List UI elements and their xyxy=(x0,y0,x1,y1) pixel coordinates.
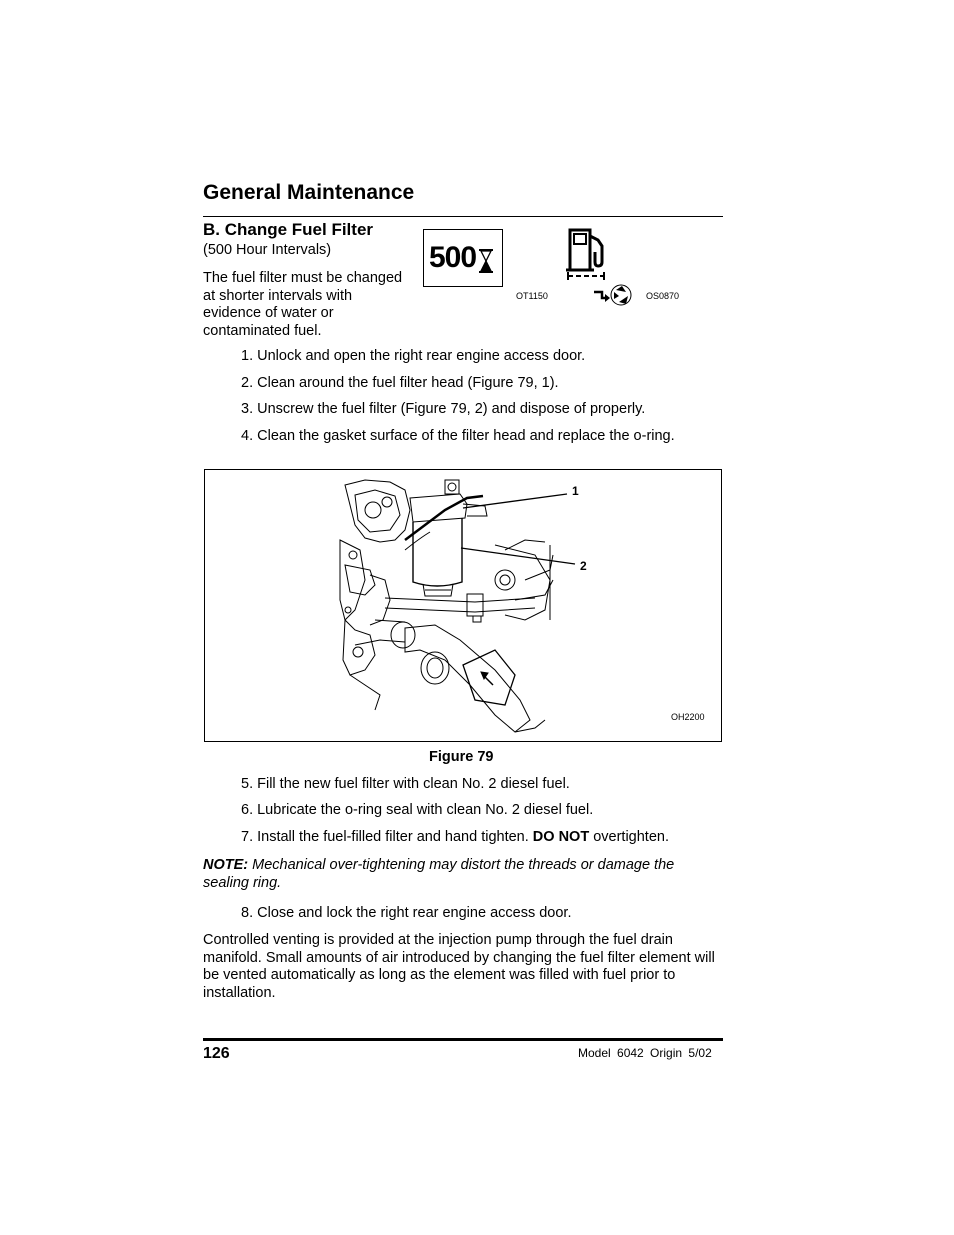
note-label: NOTE: xyxy=(203,857,249,873)
footer-model-info: Model 6042 Origin 5/02 xyxy=(578,1046,712,1060)
step-5: 5. Fill the new fuel filter with clean No. 2 diesel fuel. xyxy=(241,776,570,792)
icon-code-left: OT1150 xyxy=(516,291,548,301)
fuel-filter-illustration xyxy=(205,470,721,741)
icon-code-right: OS0870 xyxy=(646,291,680,301)
step-7 xyxy=(241,829,669,845)
subsection-title: B. Change Fuel Filter xyxy=(203,220,374,239)
intro-paragraph: The fuel filter must be changed at shorter intervals with evidence of water or contaminated fuel. xyxy=(203,270,403,339)
figure-caption: Figure 79 xyxy=(429,749,494,765)
interval-text: (500 Hour Intervals) xyxy=(203,242,332,258)
callout-2: 2 xyxy=(580,559,587,573)
venting-paragraph: Controlled venting is provided at the injection pump through the fuel drain manifold. Small amounts of air introduced by changing the fuel filter element will be vented automatically as long as the element was filled with fuel prior to installation. xyxy=(203,932,715,1001)
step-4: 4. Clean the gasket surface of the filter head and replace the o-ring. xyxy=(241,428,675,444)
note-text: Mechanical over-tightening may distort the threads or damage the sealing ring. xyxy=(203,857,675,891)
figure-code: OH2200 xyxy=(671,712,705,722)
page-number: 126 xyxy=(203,1045,230,1062)
figure-79 xyxy=(204,469,722,742)
step-8: 8. Close and lock the right rear engine access door. xyxy=(241,905,572,921)
step-7-tail: overtighten. xyxy=(589,829,669,845)
step-2: 2. Clean around the fuel filter head (Figure 79, 1). xyxy=(241,375,559,391)
step-3: 3. Unscrew the fuel filter (Figure 79, 2) and dispose of properly. xyxy=(241,401,646,417)
step-6: 6. Lubricate the o-ring seal with clean No. 2 diesel fuel. xyxy=(241,802,594,818)
callout-1: 1 xyxy=(572,484,579,498)
recycle-icon xyxy=(592,282,634,308)
hour-interval-badge xyxy=(423,229,503,287)
header-rule xyxy=(203,216,723,217)
hour-interval-value: 500 xyxy=(429,241,477,274)
footer-rule xyxy=(203,1038,723,1041)
step-7-text: 7. Install the fuel-filled filter and hand tighten. xyxy=(241,829,533,845)
section-title: General Maintenance xyxy=(203,181,415,204)
step-1: 1. Unlock and open the right rear engine access door. xyxy=(241,348,586,364)
step-7-emphasis: DO NOT xyxy=(532,829,590,845)
note-block xyxy=(203,857,723,892)
fuel-pump-icon xyxy=(560,226,610,284)
hourglass-icon xyxy=(478,249,494,273)
